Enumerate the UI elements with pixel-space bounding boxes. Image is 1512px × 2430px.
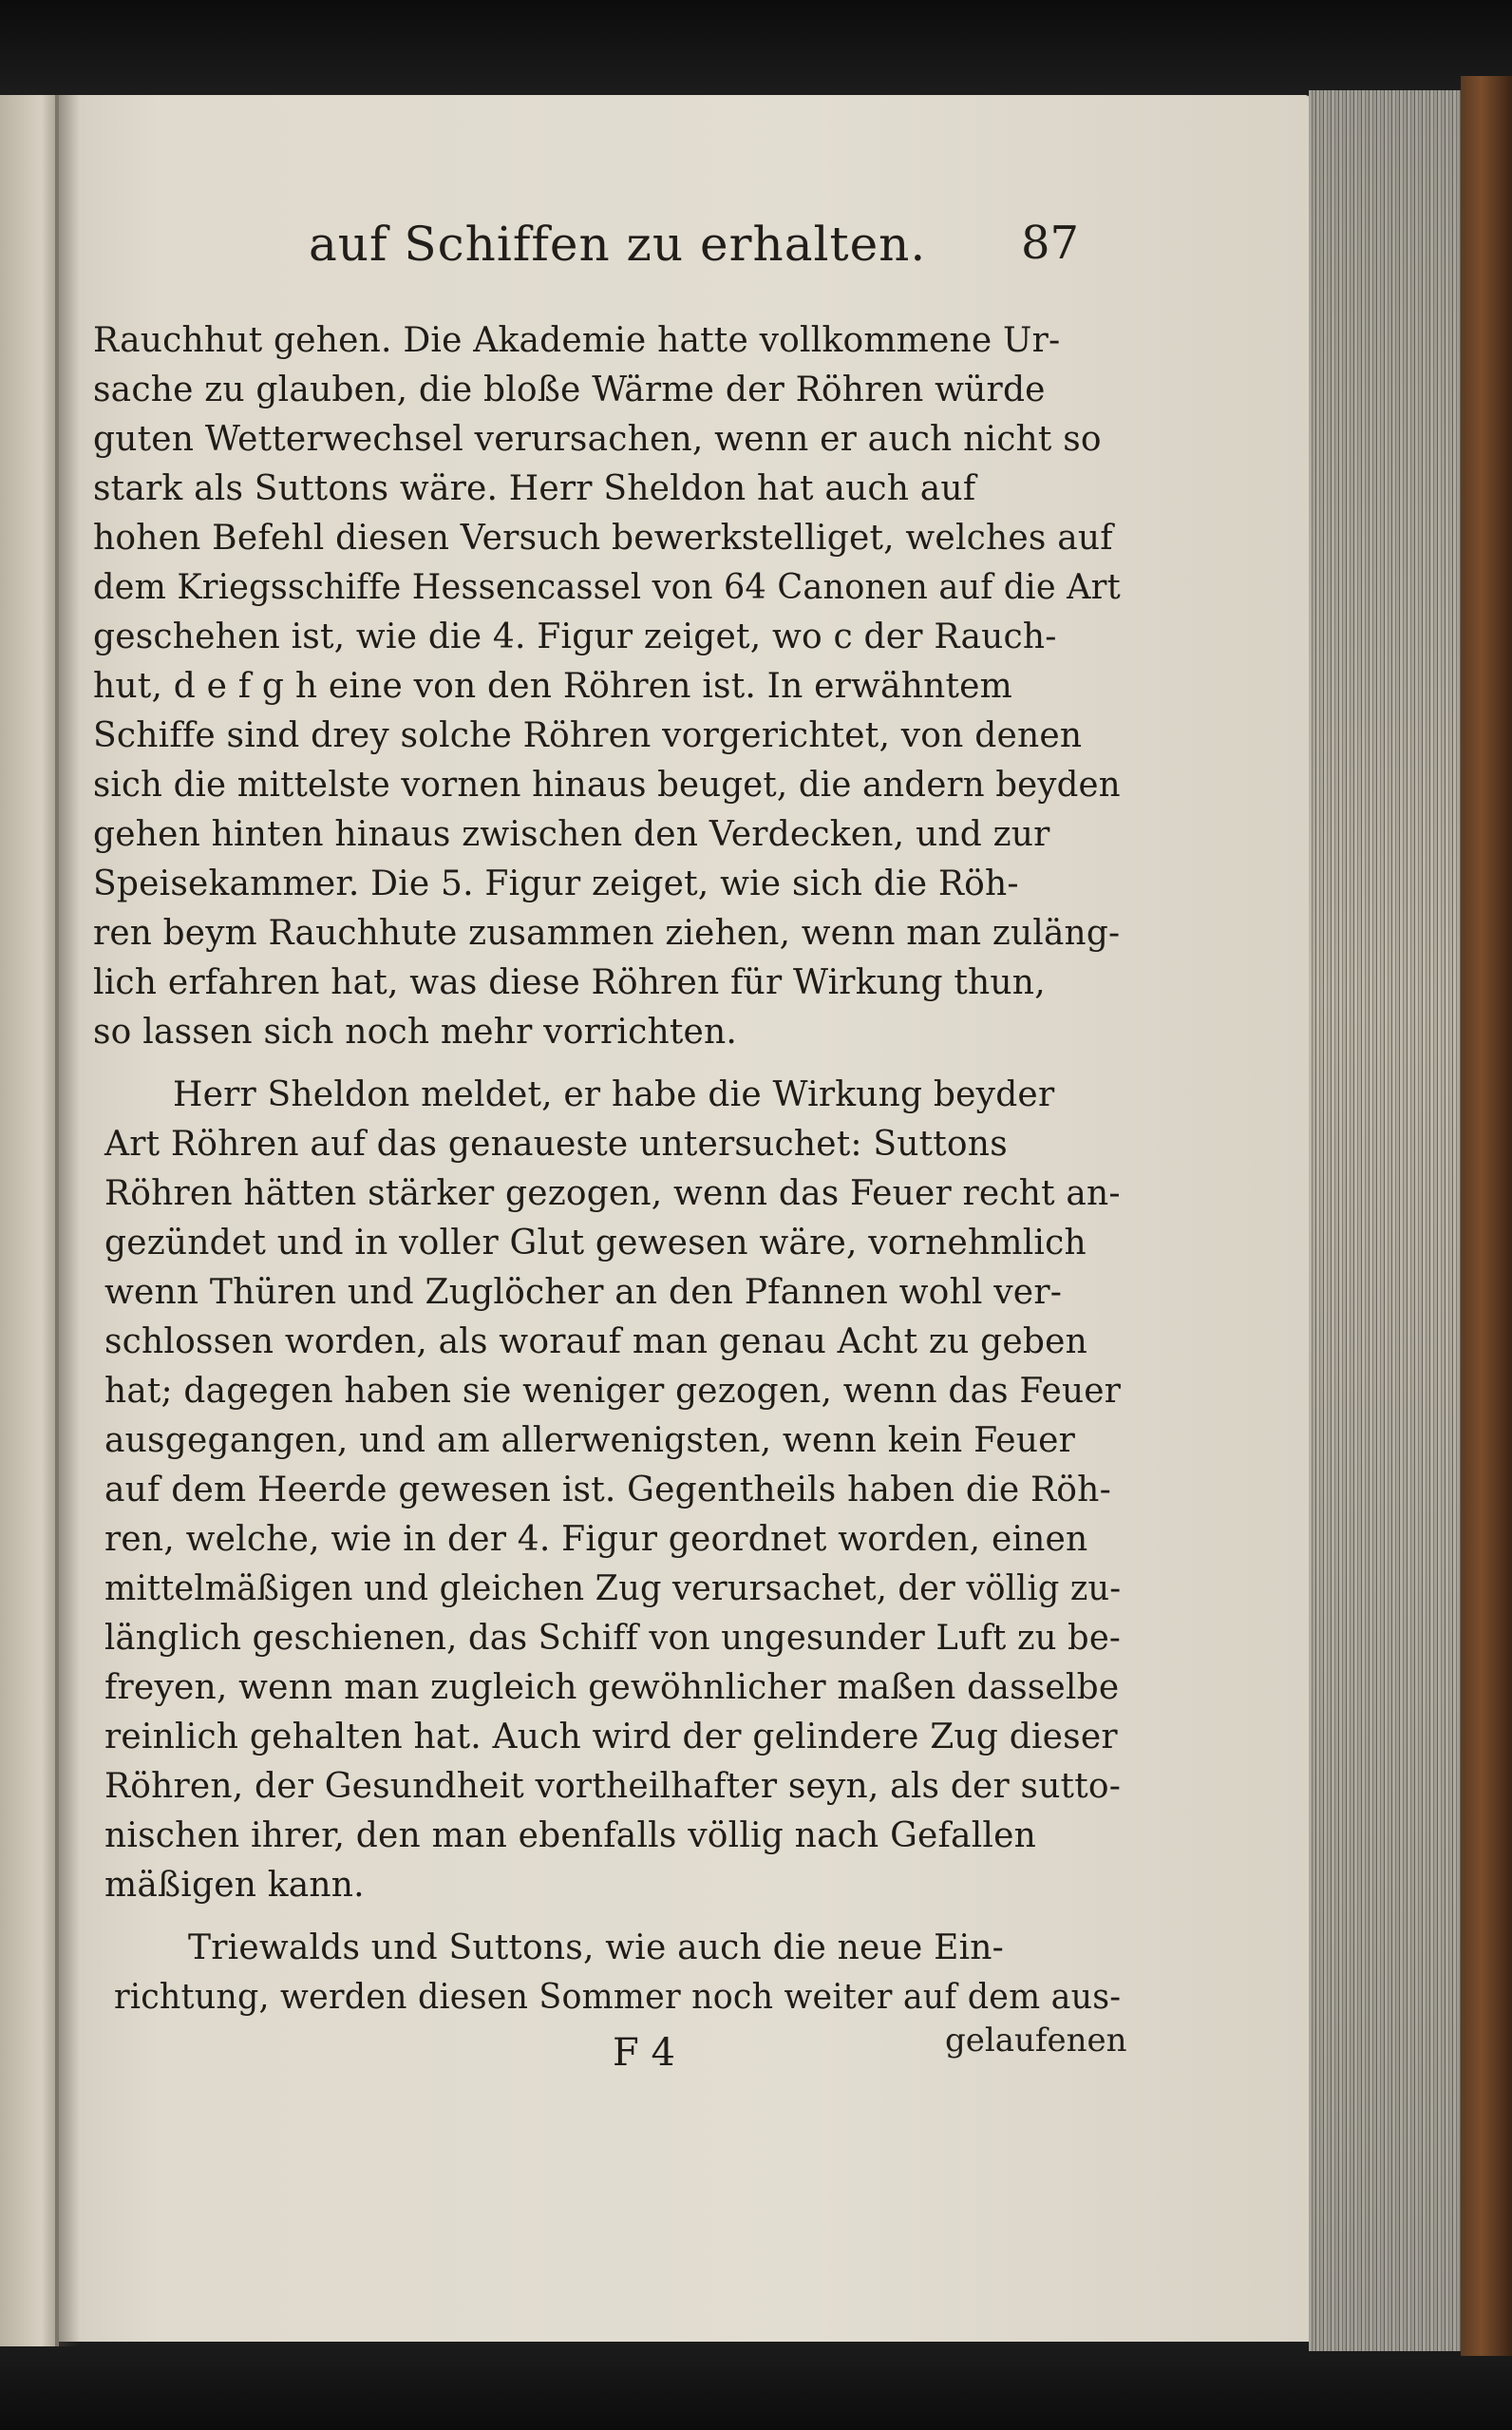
text-line: nischen ihrer, den man ebenfalls völlig nach Gefallen: [104, 1816, 1037, 1855]
text-line: sich die mittelste vornen hinaus beuget, die andern beyden: [93, 766, 1121, 805]
text-line: richtung, werden diesen Sommer noch weiter auf dem aus-: [114, 1978, 1122, 2017]
text-line: ausgegangen, und am allerwenigsten, wenn kein Feuer: [104, 1421, 1076, 1460]
background-bottom: [0, 2337, 1512, 2430]
text-line: stark als Suttons wäre. Herr Sheldon hat auch auf: [93, 469, 976, 508]
text-line: länglich geschienen, das Schiff von ungesunder Luft zu be-: [104, 1619, 1122, 1658]
gutter-shadow: [55, 95, 80, 2346]
text-line: freyen, wenn man zugleich gewöhnlicher maßen dasselbe: [104, 1668, 1120, 1707]
background-top: [0, 0, 1512, 100]
text-line: Art Röhren auf das genaueste untersuchet: Suttons: [104, 1125, 1008, 1164]
text-line: so lassen sich noch mehr vorrichten.: [93, 1013, 738, 1052]
text-line: mittelmäßigen und gleichen Zug verursachet, der völlig zu-: [104, 1569, 1122, 1608]
text-line: gezündet und in voller Glut gewesen wäre, vornehmlich: [104, 1224, 1087, 1262]
text-line: Speisekammer. Die 5. Figur zeiget, wie sich die Röh-: [93, 864, 1019, 903]
text-line: Schiffe sind drey solche Röhren vorgerichtet, von denen: [93, 716, 1083, 755]
text-line: lich erfahren hat, was diese Röhren für Wirkung thun,: [93, 963, 1046, 1002]
text-line: gehen hinten hinaus zwischen den Verdecken, und zur: [93, 815, 1050, 854]
text-line: Röhren hätten stärker gezogen, wenn das Feuer recht an-: [104, 1174, 1121, 1213]
page-number: 87: [1021, 217, 1080, 270]
text-line: geschehen ist, wie die 4. Figur zeiget, wo c der Rauch-: [93, 617, 1057, 656]
text-line: ren, welche, wie in der 4. Figur geordnet worden, einen: [104, 1520, 1088, 1559]
text-line: Röhren, der Gesundheit vortheilhafter seyn, als der sutto-: [104, 1767, 1122, 1806]
text-line: hut, d e f g h eine von den Röhren ist. In erwähntem: [93, 667, 1012, 706]
foredge-shading: [1309, 90, 1461, 2351]
text-line: auf dem Heerde gewesen ist. Gegentheils haben die Röh-: [104, 1471, 1111, 1509]
text-line: reinlich gehalten hat. Auch wird der gelindere Zug dieser: [104, 1718, 1118, 1756]
text-line: Herr Sheldon meldet, er habe die Wirkung beyder: [173, 1075, 1055, 1114]
text-line: ren beym Rauchhute zusammen ziehen, wenn man zuläng-: [93, 914, 1121, 953]
signature-mark: F 4: [613, 2031, 675, 2075]
text-line: sache zu glauben, die bloße Wärme der Röhren würde: [93, 370, 1046, 409]
text-line: schlossen worden, als worauf man genau Acht zu geben: [104, 1322, 1088, 1361]
text-line: hohen Befehl diesen Versuch bewerkstelliget, welches auf: [93, 519, 1113, 558]
text-line: Rauchhut gehen. Die Akademie hatte vollkommene Ur-: [93, 321, 1061, 360]
text-line: hat; dagegen haben sie weniger gezogen, wenn das Feuer: [104, 1372, 1122, 1411]
text-line: guten Wetterwechsel verursachen, wenn er auch nicht so: [93, 420, 1102, 459]
text-line: dem Kriegsschiffe Hessencassel von 64 Canonen auf die Art: [93, 568, 1121, 607]
catchword: gelaufenen: [945, 2022, 1127, 2060]
running-head: auf Schiffen zu erhalten.: [309, 217, 927, 272]
leather-binding: [1461, 76, 1512, 2356]
facing-page-edge: [0, 95, 59, 2346]
text-line: Triewalds und Suttons, wie auch die neue Ein-: [188, 1928, 1005, 1967]
text-line: wenn Thüren und Zuglöcher an den Pfannen wohl ver-: [104, 1273, 1063, 1312]
text-line: mäßigen kann.: [104, 1866, 365, 1905]
